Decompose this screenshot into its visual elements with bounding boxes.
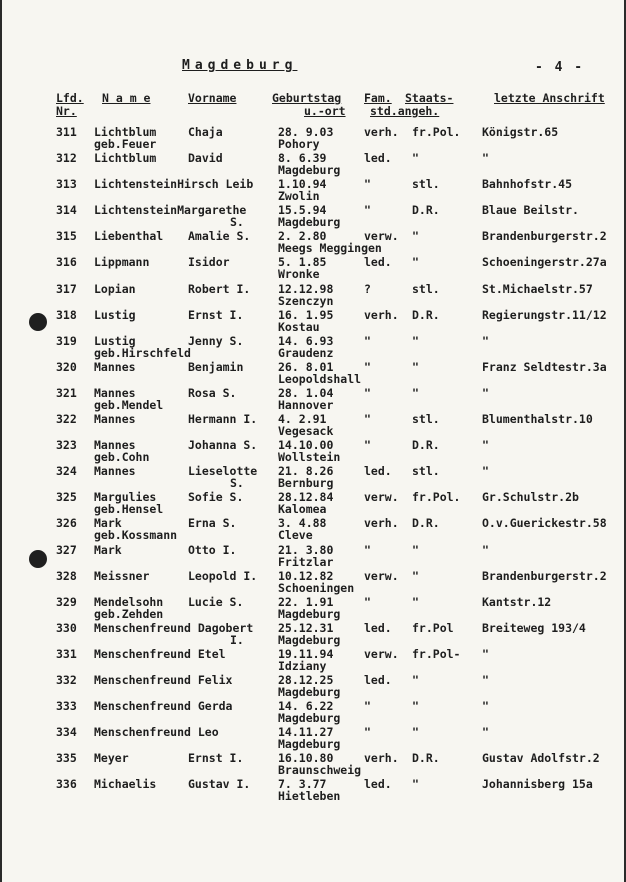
col-lfd: Lfd.	[56, 91, 84, 105]
page-number: - 4 -	[535, 60, 585, 75]
row-maiden-name: geb.Feuer	[94, 137, 157, 151]
row-marital-status: "	[364, 438, 371, 453]
row-number: 311	[56, 125, 77, 139]
table-row	[2, 228, 626, 254]
col-anschrift: letzte Anschrift	[494, 91, 605, 105]
row-nationality: "	[412, 385, 419, 400]
row-first-name: Ernst I.	[188, 307, 244, 322]
row-maiden-name: geb.Zehden	[94, 606, 164, 621]
row-marital-status: "	[364, 725, 371, 740]
row-number: 312	[56, 151, 77, 166]
row-first-name: Ernst I.	[188, 751, 244, 766]
row-birth-place: Fritzlar	[278, 554, 334, 569]
row-marital-status: led.	[364, 620, 392, 635]
row-number: 333	[56, 699, 77, 714]
row-birth-date: 28.12.84	[278, 490, 334, 505]
row-name: LichtensteinMargarethe	[94, 203, 247, 218]
table-row	[2, 281, 626, 307]
row-name: LichtensteinHirsch Leib	[94, 177, 254, 192]
row-name: Lichtblum	[94, 151, 157, 166]
row-number: 331	[56, 646, 77, 661]
row-number: 320	[56, 359, 77, 374]
row-nationality: "	[412, 229, 419, 244]
row-birth-date: 25.12.31	[278, 620, 334, 635]
row-maiden-name: geb.Cohn	[94, 450, 150, 465]
row-name: Mannes	[94, 438, 136, 453]
row-birth-place: Graudenz	[278, 345, 334, 360]
row-number: 326	[56, 516, 77, 531]
row-maiden-name: geb.Kossmann	[94, 528, 178, 543]
row-marital-status: "	[364, 385, 371, 400]
row-birth-place: Magdeburg	[278, 606, 341, 621]
row-birth-date: 3. 4.88	[278, 516, 327, 531]
row-birth-date: 21. 3.80	[278, 542, 334, 557]
table-row	[2, 568, 626, 594]
row-name: Menschenfreund Leo	[94, 725, 219, 740]
row-birth-date: 28.12.25	[278, 672, 334, 687]
table-row	[2, 620, 626, 646]
row-birth-place: Cleve	[278, 528, 313, 543]
table-row	[2, 124, 626, 150]
table-row	[2, 594, 626, 620]
row-marital-status: verw.	[364, 490, 399, 505]
row-birth-date: 4. 2.91	[278, 412, 327, 427]
row-marital-status: "	[364, 412, 371, 427]
row-address: Blumenthalstr.10	[482, 412, 593, 427]
row-address: "	[482, 464, 489, 479]
col-vorname: Vorname	[188, 91, 237, 105]
row-first-name: Leopold I.	[188, 568, 258, 583]
row-name: Lippmann	[94, 255, 150, 270]
row-first-name: Hermann I.	[188, 412, 258, 427]
row-address: Gustav Adolfstr.2	[482, 751, 600, 766]
row-first-name: Chaja	[188, 125, 223, 139]
row-address: O.v.Guerickestr.58	[482, 516, 607, 531]
row-nationality: "	[412, 777, 419, 792]
row-number: 332	[56, 672, 77, 687]
row-nationality: "	[412, 542, 419, 557]
row-marital-status: verw.	[364, 646, 399, 661]
row-name: Mendelsohn	[94, 594, 164, 609]
row-address: "	[482, 646, 489, 661]
row-number: 316	[56, 255, 77, 270]
row-nationality: "	[412, 725, 419, 740]
table-row	[2, 463, 626, 489]
row-first-name: Isidor	[188, 255, 230, 270]
row-nationality: D.R.	[412, 751, 440, 766]
row-birth-date: 1.10.94	[278, 177, 327, 192]
row-first-name: Jenny S.	[188, 333, 244, 348]
table-row	[2, 646, 626, 672]
row-number: 319	[56, 333, 77, 348]
row-nationality: fr.Pol.	[412, 125, 461, 139]
row-number: 313	[56, 177, 77, 192]
row-nationality: D.R.	[412, 516, 440, 531]
row-nationality: D.R.	[412, 307, 440, 322]
row-first-name: Gustav I.	[188, 777, 251, 792]
row-first-name: Erna S.	[188, 516, 237, 531]
col-staats: Staats-	[405, 91, 454, 105]
row-nationality: stl.	[412, 177, 440, 192]
table-row	[2, 672, 626, 698]
table-row	[2, 750, 626, 776]
row-birth-date: 10.12.82	[278, 568, 334, 583]
table-row	[2, 150, 626, 176]
row-number: 318	[56, 307, 77, 322]
row-marital-status: verh.	[364, 307, 399, 322]
row-address: Schoeningerstr.27a	[482, 255, 607, 270]
row-marital-status: "	[364, 177, 371, 192]
row-first-name: Lucie S.	[188, 594, 244, 609]
row-birth-date: 28. 9.03	[278, 125, 334, 139]
row-birth-place: Idziany	[278, 658, 327, 673]
col-fam: Fam.	[364, 91, 392, 105]
row-birth-date: 8. 6.39	[278, 151, 327, 166]
row-birth-place: Magdeburg	[278, 737, 341, 752]
row-address: "	[482, 385, 489, 400]
row-name: Menschenfreund Gerda	[94, 699, 233, 714]
row-name: Mannes	[94, 385, 136, 400]
row-address: Brandenburgerstr.2	[482, 568, 607, 583]
row-name: Meyer	[94, 751, 129, 766]
row-birth-date: 7. 3.77	[278, 777, 327, 792]
row-birth-date: 28. 1.04	[278, 385, 334, 400]
row-nationality: fr.Pol-	[412, 646, 461, 661]
row-name: Liebenthal	[94, 229, 164, 244]
row-marital-status: led.	[364, 255, 392, 270]
row-birth-place: Braunschweig	[278, 763, 362, 778]
row-first-name: Johanna S.	[188, 438, 258, 453]
row-address: Breiteweg 193/4	[482, 620, 586, 635]
row-number: 323	[56, 438, 77, 453]
row-address: "	[482, 151, 489, 166]
table-row	[2, 698, 626, 724]
row-birth-date: 14.11.27	[278, 725, 334, 740]
row-birth-place: Leopoldshall	[278, 371, 362, 386]
row-marital-status: verw.	[364, 229, 399, 244]
row-first-name: Lieselotte	[188, 464, 258, 479]
row-marital-status: "	[364, 359, 371, 374]
row-first-name: Robert I.	[188, 281, 251, 296]
table-row	[2, 411, 626, 437]
row-maiden-name: geb.Mendel	[94, 397, 164, 412]
row-number: 321	[56, 385, 77, 400]
row-nationality: "	[412, 568, 419, 583]
row-maiden-name: geb.Hensel	[94, 502, 164, 517]
row-maiden-name: geb.Hirschfeld	[94, 345, 191, 360]
row-address: Regierungstr.11/12	[482, 307, 607, 322]
row-nationality: "	[412, 333, 419, 348]
row-nationality: "	[412, 594, 419, 609]
row-birth-place: Szenczyn	[278, 293, 334, 308]
row-birth-place: Magdeburg	[278, 215, 341, 230]
row-address: Gr.Schulstr.2b	[482, 490, 579, 505]
row-birth-place: Magdeburg	[278, 711, 341, 726]
row-address: "	[482, 725, 489, 740]
table-row	[2, 515, 626, 541]
row-marital-status: "	[364, 699, 371, 714]
row-name: Lopian	[94, 281, 136, 296]
row-birth-place: Kostau	[278, 319, 320, 334]
row-birth-place: Bernburg	[278, 476, 334, 491]
table-row	[2, 385, 626, 411]
row-marital-status: verh.	[364, 751, 399, 766]
row-marital-status: led.	[364, 464, 392, 479]
row-name: Mark	[94, 542, 122, 557]
row-number: 329	[56, 594, 77, 609]
row-number: 336	[56, 777, 77, 792]
row-name: Menschenfreund Felix	[94, 672, 233, 687]
row-address: Johannisberg 15a	[482, 777, 593, 792]
row-birth-place: Wollstein	[278, 450, 341, 465]
row-first-name: Sofie S.	[188, 490, 244, 505]
row-address: "	[482, 333, 489, 348]
row-birth-place: Vegesack	[278, 424, 334, 439]
row-number: 314	[56, 203, 77, 218]
row-first-name: David	[188, 151, 223, 166]
row-marital-status: "	[364, 333, 371, 348]
row-birth-place: Wronke	[278, 267, 320, 282]
row-birth-date: 19.11.94	[278, 646, 334, 661]
row-first-name: Rosa S.	[188, 385, 237, 400]
row-address: Blaue Beilstr.	[482, 203, 579, 218]
row-birth-place: Magdeburg	[278, 163, 341, 178]
row-birth-place: Hietleben	[278, 789, 341, 804]
row-address: Franz Seldtestr.3a	[482, 359, 607, 374]
row-name: Lustig	[94, 307, 136, 322]
row-birth-date: 14. 6.22	[278, 699, 334, 714]
row-birth-date: 21. 8.26	[278, 464, 334, 479]
row-marital-status: "	[364, 594, 371, 609]
table-row	[2, 202, 626, 228]
row-address: "	[482, 438, 489, 453]
row-marital-status: led.	[364, 777, 392, 792]
row-birth-date: 12.12.98	[278, 281, 334, 296]
row-number: 324	[56, 464, 77, 479]
table-row	[2, 437, 626, 463]
row-name: Michaelis	[94, 777, 157, 792]
row-name: Mannes	[94, 359, 136, 374]
row-name: Menschenfreund Etel	[94, 646, 226, 661]
row-birth-date: 16.10.80	[278, 751, 334, 766]
row-marital-status: verh.	[364, 516, 399, 531]
row-marital-status: ?	[364, 281, 371, 296]
row-birth-place: Zwolin	[278, 189, 320, 204]
row-name: Meissner	[94, 568, 150, 583]
table-row	[2, 724, 626, 750]
row-birth-date: 14. 6.93	[278, 333, 334, 348]
row-first-name-cont: S.	[230, 476, 244, 491]
row-birth-place: Meegs Meggingen	[278, 241, 382, 256]
column-headers	[2, 92, 626, 122]
row-first-name: Otto I.	[188, 542, 237, 557]
row-marital-status: verw.	[364, 568, 399, 583]
col-geburtstag: Geburtstag	[272, 91, 342, 105]
row-nationality: stl.	[412, 464, 440, 479]
row-nationality: "	[412, 699, 419, 714]
row-first-name-cont: I.	[230, 632, 244, 647]
row-birth-date: 26. 8.01	[278, 359, 334, 374]
row-number: 325	[56, 490, 77, 505]
row-number: 327	[56, 542, 77, 557]
row-birth-place: Hannover	[278, 397, 334, 412]
table-row	[2, 176, 626, 202]
row-birth-place: Magdeburg	[278, 684, 341, 699]
row-name: Menschenfreund Dagobert	[94, 620, 254, 635]
row-marital-status: led.	[364, 672, 392, 687]
entry-list	[2, 124, 626, 802]
row-number: 317	[56, 281, 77, 296]
row-birth-date: 5. 1.85	[278, 255, 327, 270]
row-nationality: stl.	[412, 412, 440, 427]
punch-hole-marker	[29, 313, 47, 331]
row-address: Brandenburgerstr.2	[482, 229, 607, 244]
table-row	[2, 359, 626, 385]
row-name: Mannes	[94, 464, 136, 479]
row-marital-status: "	[364, 542, 371, 557]
table-row	[2, 489, 626, 515]
row-number: 322	[56, 412, 77, 427]
row-name: Mark	[94, 516, 122, 531]
row-address: "	[482, 542, 489, 557]
table-row	[2, 333, 626, 359]
row-number: 334	[56, 725, 77, 740]
row-nationality: "	[412, 672, 419, 687]
row-nationality: "	[412, 151, 419, 166]
col-ort: u.-ort	[304, 104, 346, 118]
row-first-name: Benjamin	[188, 359, 244, 374]
row-birth-place: Magdeburg	[278, 632, 341, 647]
row-birth-date: 2. 2.80	[278, 229, 327, 244]
row-marital-status: verh.	[364, 125, 399, 139]
row-number: 335	[56, 751, 77, 766]
row-birth-date: 16. 1.95	[278, 307, 334, 322]
row-address: Bahnhofstr.45	[482, 177, 573, 192]
row-birth-date: 14.10.00	[278, 438, 334, 453]
row-number: 330	[56, 620, 77, 635]
row-birth-place: Pohory	[278, 137, 320, 151]
row-birth-place: Schoeningen	[278, 580, 355, 595]
row-first-name: Amalie S.	[188, 229, 251, 244]
row-number: 328	[56, 568, 77, 583]
row-nationality: D.R.	[412, 438, 440, 453]
row-number: 315	[56, 229, 77, 244]
col-nr: Nr.	[56, 104, 77, 118]
row-birth-place: Kalomea	[278, 502, 327, 517]
col-name: N a m e	[102, 91, 151, 105]
row-nationality: "	[412, 359, 419, 374]
row-name: Lustig	[94, 333, 136, 348]
row-address: Kantstr.12	[482, 594, 552, 609]
row-nationality: D.R.	[412, 203, 440, 218]
row-birth-date: 22. 1.91	[278, 594, 334, 609]
row-nationality: stl.	[412, 281, 440, 296]
city-title: Magdeburg	[182, 58, 298, 73]
table-row	[2, 307, 626, 333]
row-birth-date: 15.5.94	[278, 203, 327, 218]
row-address: "	[482, 699, 489, 714]
row-marital-status: led.	[364, 151, 392, 166]
row-address: "	[482, 672, 489, 687]
row-name: Margulies	[94, 490, 157, 505]
table-row	[2, 776, 626, 802]
row-name: Lichtblum	[94, 125, 157, 139]
row-marital-status: "	[364, 203, 371, 218]
row-nationality: fr.Pol.	[412, 490, 461, 505]
table-row	[2, 542, 626, 568]
table-row	[2, 254, 626, 280]
row-address: St.Michaelstr.57	[482, 281, 593, 296]
row-nationality: fr.Pol	[412, 620, 454, 635]
punch-hole-marker	[29, 550, 47, 568]
row-nationality: "	[412, 255, 419, 270]
row-first-name-cont: S.	[230, 215, 244, 230]
col-staatsangeh: std.angeh.	[370, 104, 440, 118]
row-name: Mannes	[94, 412, 136, 427]
row-address: Königstr.65	[482, 125, 559, 139]
